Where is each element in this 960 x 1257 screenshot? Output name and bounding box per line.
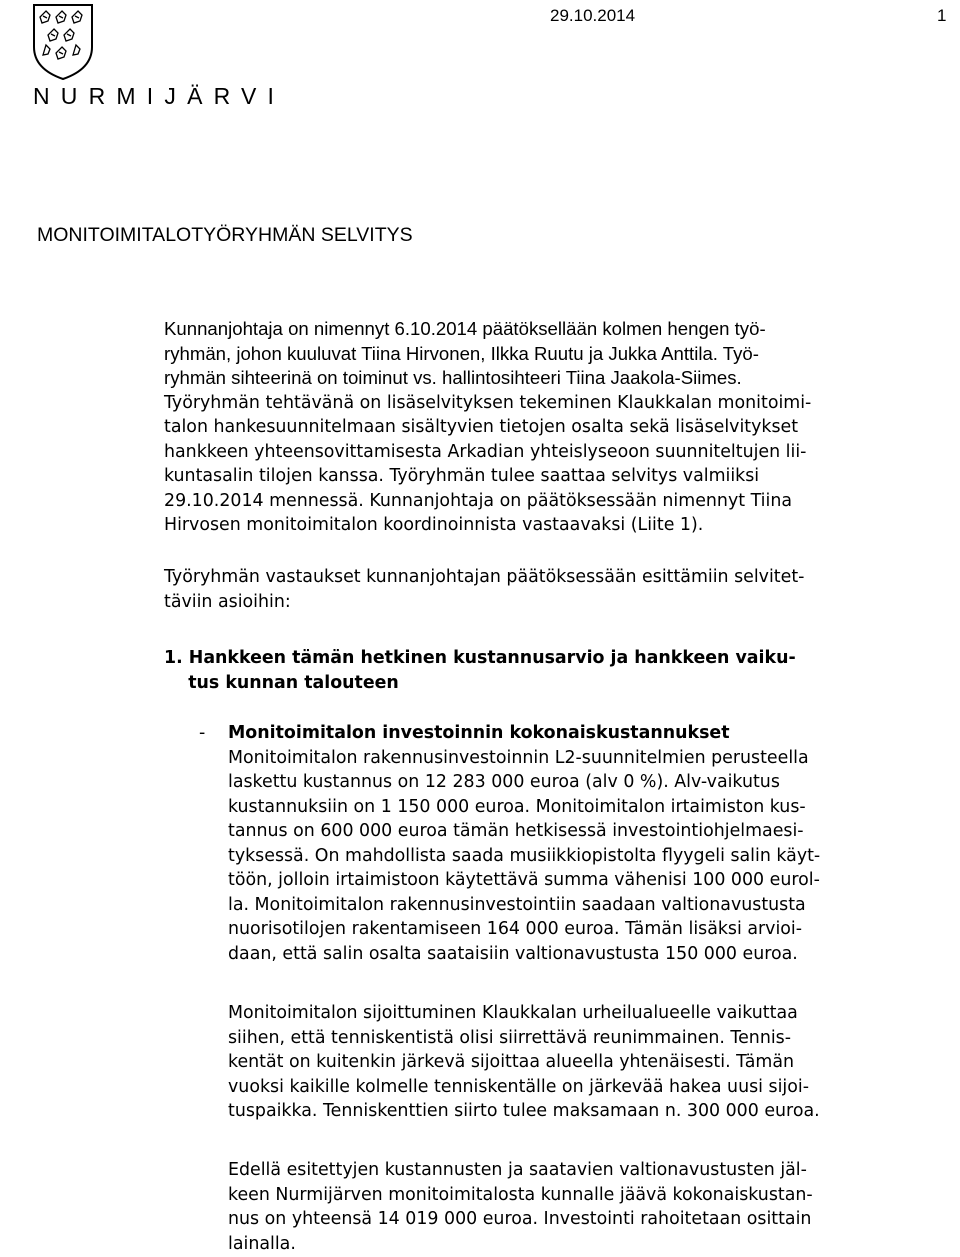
text-line: keen Nurmijärven monitoimitalosta kunnalle jäävä kokonaiskustan- xyxy=(228,1184,813,1205)
tennis-paragraph xyxy=(228,1001,820,1124)
text-line: töön, jolloin irtaimistoon käytettävä summa vähenisi 100 000 eurol- xyxy=(228,870,820,890)
section-1-heading xyxy=(164,646,796,695)
text-line: nuorisotilojen rakentamiseen 164 000 euroa. Tämän lisäksi arvioi- xyxy=(228,919,803,939)
page-number: 1 xyxy=(937,6,947,25)
text-line: vuoksi kaikille kolmelle tenniskentälle on järkevää hakea uusi sijoi- xyxy=(228,1076,809,1097)
text-line: kentät on kuitenkin järkevä sijoittaa alueella yhtenäisesti. Tämän xyxy=(228,1052,795,1072)
text-line: Työryhmän vastaukset kunnanjohtajan päätöksessään esittämiin selvitet- xyxy=(164,567,805,587)
brand-wordmark: NURMIJÄRVI xyxy=(33,83,286,109)
text-line: laskettu kustannus on 12 283 000 euroa (alv 0 %). Alv-vaikutus xyxy=(228,772,780,792)
text-line: la. Monitoimitalon rakennusinvestointiin saadaan valtionavustusta xyxy=(228,894,806,915)
text-line: Työryhmän tehtävänä on lisäselvityksen tekeminen Klaukkalan monitoimi- xyxy=(164,392,812,413)
nurmijarvi-crest-icon xyxy=(32,3,94,81)
text-line: Hirvosen monitoimitalon koordinoinnista vastaavaksi (Liite 1). xyxy=(164,515,704,535)
intro-paragraph xyxy=(164,317,811,538)
text-line: Edellä esitettyjen kustannusten ja saatavien valtionavustusten jäl- xyxy=(228,1160,807,1180)
document-date: 29.10.2014 xyxy=(550,6,636,25)
document-title: MONITOIMITALOTYÖRYHMÄN SELVITYS xyxy=(37,224,413,246)
text-line: Kunnanjohtaja on nimennyt 6.10.2014 päätöksellään kolmen hengen työ- xyxy=(164,318,766,339)
heading-line: tus kunnan talouteen xyxy=(164,672,399,693)
bullet-dash: - xyxy=(199,723,206,743)
answers-paragraph xyxy=(164,565,804,614)
text-line: Monitoimitalon rakennusinvestoinnin L2-suunnitelmien perusteella xyxy=(228,747,809,768)
text-line: hankkeen yhteensovittamisesta Arkadian yhteislyseoon suunniteltujen lii- xyxy=(164,441,807,462)
bullet-heading: Monitoimitalon investoinnin kokonaiskustannukset xyxy=(228,723,730,743)
bullet-block xyxy=(228,721,820,966)
text-line: 29.10.2014 mennessä. Kunnanjohtaja on päätöksessään nimennyt Tiina xyxy=(164,490,793,511)
text-line: kustannuksiin on 1 150 000 euroa. Monitoimitalon irtaimiston kus- xyxy=(228,796,806,817)
text-line: talon hankesuunnitelmaan sisältyvien tietojen osalta sekä lisäselvitykset xyxy=(164,417,799,437)
text-line: ryhmän sihteerinä on toiminut vs. hallintosihteeri Tiina Jaakola-Siimes. xyxy=(164,367,742,388)
text-line: Monitoimitalon sijoittuminen Klaukkalan urheilualueelle vaikuttaa xyxy=(228,1003,798,1023)
text-line: ryhmän, johon kuuluvat Tiina Hirvonen, Ilkka Ruutu ja Jukka Anttila. Työ- xyxy=(164,342,759,364)
text-line: tyksessä. On mahdollista saada musiikkiopistolta flyygeli salin käyt- xyxy=(228,845,821,866)
text-line: lainalla. xyxy=(228,1233,296,1254)
total-cost-paragraph xyxy=(228,1158,813,1256)
heading-line: 1. Hankkeen tämän hetkinen kustannusarvio ja hankkeen vaiku- xyxy=(164,648,796,668)
text-line: daan, että salin osalta saataisiin valtionavustusta 150 000 euroa. xyxy=(228,943,798,964)
text-line: siihen, että tenniskentistä olisi siirrettävä reunimmainen. Tennis- xyxy=(228,1027,792,1048)
text-line: kuntasalin tilojen kanssa. Työryhmän tulee saattaa selvitys valmiiksi xyxy=(164,466,760,486)
text-line: nus on yhteensä 14 019 000 euroa. Investointi rahoitetaan osittain xyxy=(228,1209,812,1229)
text-line: täviin asioihin: xyxy=(164,591,291,612)
text-line: tannus on 600 000 euroa tämän hetkisessä investointiohjelmaesi- xyxy=(228,821,804,841)
text-line: tuspaikka. Tenniskenttien siirto tulee maksamaan n. 300 000 euroa. xyxy=(228,1101,820,1121)
